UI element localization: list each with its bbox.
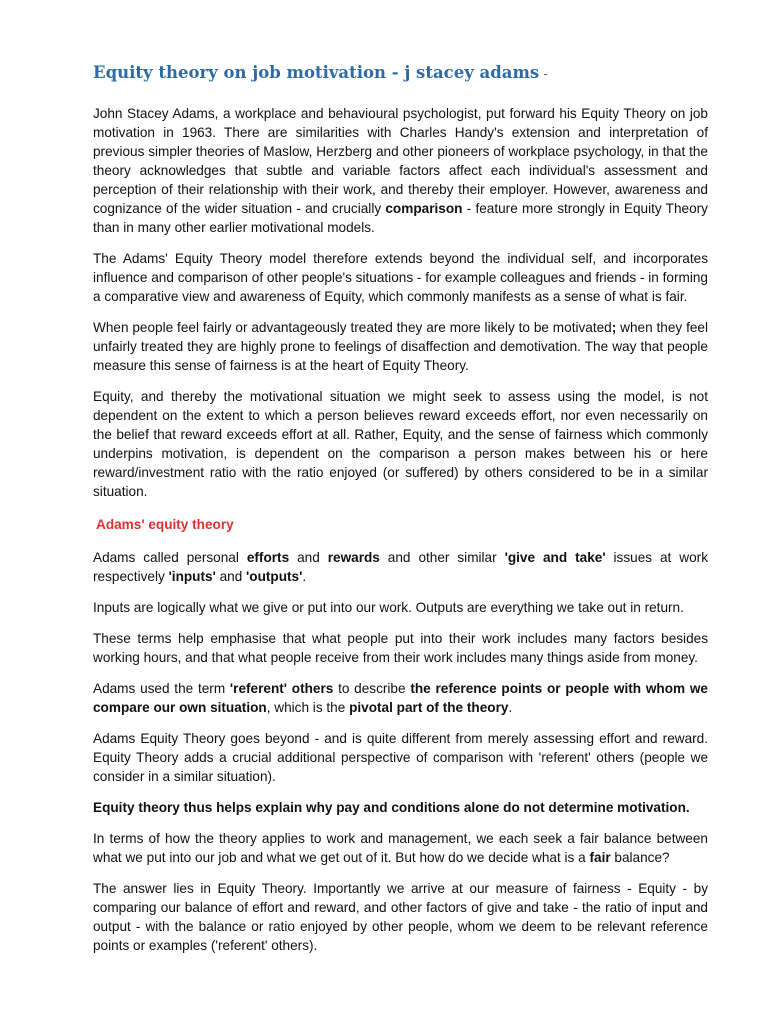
paragraph-text: In terms of how the theory applies to work and management, we each seek a fair balance between what we put into our job and what we get out of it. But how do we decide what is a <box>93 831 708 865</box>
paragraph-text: balance? <box>610 850 670 865</box>
paragraph-text: Adams called personal <box>93 550 247 565</box>
emphasis-text: 'referent' others <box>229 681 334 696</box>
paragraph-inputs-outputs <box>93 548 708 586</box>
emphasis-text: ; <box>611 320 617 335</box>
paragraph-answer: The answer lies in Equity Theory. Importantly we arrive at our measure of fairness - Equity - by comparing our balance of effort and reward, and other factors of give and take - the ratio of input and output - with the balance or ratio enjoyed by other people, whom we deem to be relevant reference points or examples ('referent' others). <box>93 881 708 953</box>
paragraph-text: and other similar <box>379 550 505 565</box>
emphasis-text: fair <box>589 850 611 865</box>
paragraph-beyond-effort: Adams Equity Theory goes beyond - and is quite different from merely assessing effort and reward. Equity Theory adds a crucial additional perspective of comparison with 'referent' others (people we consider in a similar situation). <box>93 731 708 784</box>
paragraph-text: . <box>302 569 307 584</box>
paragraph-inputs-definition: Inputs are logically what we give or put into our work. Outputs are everything we take out in return. <box>93 600 684 615</box>
paragraph-text: Adams used the term <box>93 681 230 696</box>
paragraph-terms-emphasis: These terms help emphasise that what people put into their work includes many factors besides working hours, and that what people receive from their work includes many things aside from money. <box>93 631 708 665</box>
emphasis-text: rewards <box>327 550 380 565</box>
paragraph-model-extension: The Adams' Equity Theory model therefore extends beyond the individual self, and incorporates influence and comparison of other people's situations - for example colleagues and friends - in forming a comparative view and awareness of Equity, which commonly manifests as a sense of what is fair. <box>93 251 708 304</box>
emphasis-text: efforts <box>246 550 290 565</box>
emphasis-text: the reference points or people with whom we compare our own situation <box>93 681 708 715</box>
paragraph-text: and <box>215 569 247 584</box>
paragraph-referent-others <box>93 679 708 717</box>
paragraph-text: . <box>508 700 513 715</box>
emphasis-text: Equity theory thus helps explain why pay and conditions alone do not determine motivation. <box>93 800 690 815</box>
paragraph-text: to describe <box>333 681 411 696</box>
document-title-text: Equity theory on job motivation - j stacey adams <box>93 63 540 82</box>
emphasis-text: 'give and take' <box>504 550 606 565</box>
document-body <box>93 104 708 967</box>
emphasis-text: 'outputs' <box>246 569 303 584</box>
paragraph-text: - feature more strongly in Equity Theory than in many other earlier motivational models. <box>93 201 708 235</box>
paragraph-fair-treatment <box>93 318 708 375</box>
emphasis-text: 'inputs' <box>168 569 216 584</box>
paragraph-key-statement <box>93 798 708 817</box>
paragraph-text: and <box>289 550 328 565</box>
paragraph-text: when they feel unfairly treated they are highly prone to feelings of disaffection and demotivation. The way that people measure this sense of fairness is at the heart of Equity Theory. <box>93 320 708 373</box>
emphasis-text: pivotal part of the theory <box>349 700 509 715</box>
paragraph-text: issues at work respectively <box>93 550 708 584</box>
document-title <box>93 63 548 82</box>
paragraph-text: When people feel fairly or advantageously treated they are more likely to be motivated <box>93 320 612 335</box>
paragraph-equity-comparison: Equity, and thereby the motivational situation we might seek to assess using the model, is not dependent on the extent to which a person believes reward exceeds effort, nor even necessarily on the belief that reward exceeds effort at all. Rather, Equity, and the sense of fairness which commonly underpins motivation, is dependent on the comparison a person makes between his or here reward/investment ratio with the ratio enjoyed (or suffered) by others considered to be in a similar situation. <box>93 389 708 499</box>
document-title-tail: - <box>539 67 548 82</box>
paragraph-fair-balance <box>93 829 708 867</box>
paragraph-text: , which is the <box>266 700 350 715</box>
section-heading: Adams' equity theory <box>96 517 234 532</box>
emphasis-text: comparison <box>385 201 463 216</box>
paragraph-text: John Stacey Adams, a workplace and behavioural psychologist, put forward his Equity Theory on job motivation in 1963. There are similarities with Charles Handy's extension and interpretation of previous simpler theories of Maslow, Herzberg and other pioneers of workplace psychology, in that the theory acknowledges that subtle and variable factors affect each individual's assessment and perception of their relationship with their work, and thereby their employer. However, awareness and cognizance of the wider situation - and crucially <box>93 106 708 216</box>
paragraph-intro <box>93 104 708 237</box>
